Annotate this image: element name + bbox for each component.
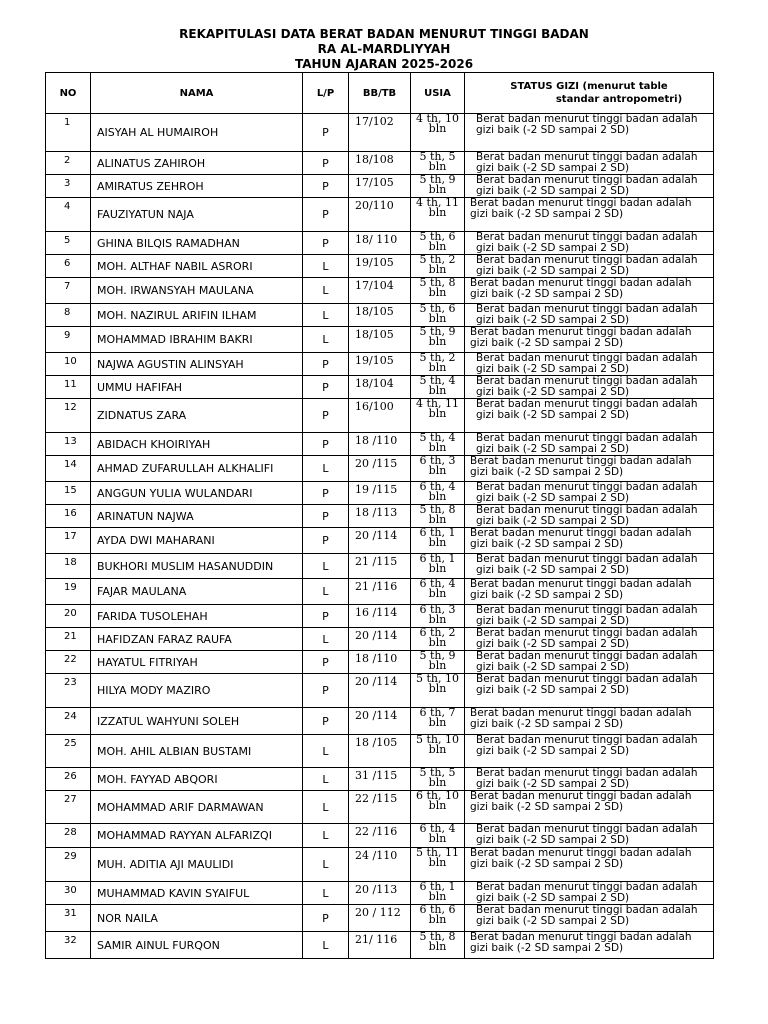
table-body (46, 114, 714, 959)
row-lp: P (303, 482, 349, 505)
row-bbtb: 19/105 (349, 255, 411, 278)
row-no: 9 (46, 327, 91, 353)
row-bbtb: 17/102 (349, 114, 411, 152)
table-row (46, 232, 714, 255)
row-usia: 6 th, 7 bln (411, 708, 465, 735)
table-row (46, 674, 714, 708)
row-bbtb: 18 /105 (349, 735, 411, 768)
header-status (465, 73, 714, 114)
row-lp: L (303, 735, 349, 768)
row-bbtb: 16 /114 (349, 605, 411, 628)
row-nama: MOH. NAZIRUL ARIFIN ILHAM (91, 304, 303, 327)
row-status: Berat badan menurut tinggi badan adalah gizi baik (-2 SD sampai 2 SD) (465, 628, 714, 651)
table-row (46, 433, 714, 456)
row-usia: 5 th, 9 bln (411, 651, 465, 674)
row-bbtb: 18 /113 (349, 505, 411, 528)
row-nama: MOH. AHIL ALBIAN BUSTAMI (91, 735, 303, 768)
row-no: 14 (46, 456, 91, 482)
row-nama: HAYATUL FITRIYAH (91, 651, 303, 674)
row-bbtb: 31 /115 (349, 768, 411, 791)
row-no: 12 (46, 399, 91, 433)
table-row (46, 848, 714, 882)
row-lp: L (303, 327, 349, 353)
row-status: Berat badan menurut tinggi badan adalah gizi baik (-2 SD sampai 2 SD) (465, 433, 714, 456)
row-usia: 6 th, 3 bln (411, 456, 465, 482)
row-bbtb: 17/104 (349, 278, 411, 304)
row-nama: AISYAH AL HUMAIROH (91, 114, 303, 152)
table-row (46, 768, 714, 791)
row-status: Berat badan menurut tinggi badan adalah gizi baik (-2 SD sampai 2 SD) (465, 482, 714, 505)
row-lp: P (303, 399, 349, 433)
table-row (46, 327, 714, 353)
row-nama: MOH. IRWANSYAH MAULANA (91, 278, 303, 304)
table-row (46, 579, 714, 605)
row-usia: 5 th, 2 bln (411, 255, 465, 278)
row-no: 30 (46, 882, 91, 905)
row-bbtb: 20 /114 (349, 628, 411, 651)
row-bbtb: 19/105 (349, 353, 411, 376)
header-usia: USIA (411, 73, 465, 114)
row-lp: L (303, 554, 349, 579)
row-nama: UMMU HAFIFAH (91, 376, 303, 399)
row-lp: P (303, 376, 349, 399)
table-row (46, 882, 714, 905)
table-row (46, 651, 714, 674)
row-usia: 5 th, 4 bln (411, 433, 465, 456)
row-status: Berat badan menurut tinggi badan adalah gizi baik (-2 SD sampai 2 SD) (465, 198, 714, 232)
row-status: Berat badan menurut tinggi badan adalah gizi baik (-2 SD sampai 2 SD) (465, 605, 714, 628)
row-no: 19 (46, 579, 91, 605)
row-lp: L (303, 628, 349, 651)
row-usia: 6 th, 1 bln (411, 554, 465, 579)
row-nama: AYDA DWI MAHARANI (91, 528, 303, 554)
row-bbtb: 20/110 (349, 198, 411, 232)
header-no: NO (46, 73, 91, 114)
row-bbtb: 18 /110 (349, 651, 411, 674)
table-row (46, 905, 714, 932)
row-nama: ZIDNATUS ZARA (91, 399, 303, 433)
row-no: 7 (46, 278, 91, 304)
row-no: 17 (46, 528, 91, 554)
row-bbtb: 22 /115 (349, 791, 411, 824)
table-row (46, 932, 714, 959)
row-bbtb: 22 /116 (349, 824, 411, 848)
row-usia: 6 th, 4 bln (411, 824, 465, 848)
row-nama: MUH. ADITIA AJI MAULIDI (91, 848, 303, 882)
row-status: Berat badan menurut tinggi badan adalah gizi baik (-2 SD sampai 2 SD) (465, 456, 714, 482)
row-lp: L (303, 255, 349, 278)
table-row (46, 353, 714, 376)
row-usia: 5 th, 10 bln (411, 674, 465, 708)
row-usia: 4 th, 11 bln (411, 198, 465, 232)
row-lp: P (303, 114, 349, 152)
row-no: 25 (46, 735, 91, 768)
row-nama: MOHAMMAD RAYYAN ALFARIZQI (91, 824, 303, 848)
row-nama: FARIDA TUSOLEHAH (91, 605, 303, 628)
row-lp: P (303, 152, 349, 175)
row-nama: MOHAMMAD ARIF DARMAWAN (91, 791, 303, 824)
row-bbtb: 18 /110 (349, 433, 411, 456)
row-nama: HILYA MODY MAZIRO (91, 674, 303, 708)
table-row (46, 376, 714, 399)
table-row (46, 824, 714, 848)
table-header-row (46, 73, 714, 114)
row-lp: L (303, 932, 349, 959)
row-usia: 5 th, 9 bln (411, 327, 465, 353)
row-lp: P (303, 232, 349, 255)
row-usia: 4 th, 10 bln (411, 114, 465, 152)
row-nama: MOHAMMAD IBRAHIM BAKRI (91, 327, 303, 353)
table-row (46, 554, 714, 579)
table-row (46, 175, 714, 198)
row-no: 1 (46, 114, 91, 152)
row-no: 23 (46, 674, 91, 708)
table-row (46, 278, 714, 304)
row-no: 2 (46, 152, 91, 175)
row-no: 18 (46, 554, 91, 579)
row-no: 15 (46, 482, 91, 505)
row-usia: 5 th, 9 bln (411, 175, 465, 198)
row-no: 22 (46, 651, 91, 674)
row-usia: 5 th, 5 bln (411, 152, 465, 175)
table-row (46, 605, 714, 628)
table-row (46, 505, 714, 528)
row-no: 6 (46, 255, 91, 278)
row-status: Berat badan menurut tinggi badan adalah gizi baik (-2 SD sampai 2 SD) (465, 554, 714, 579)
row-no: 24 (46, 708, 91, 735)
row-status: Berat badan menurut tinggi badan adalah gizi baik (-2 SD sampai 2 SD) (465, 376, 714, 399)
row-nama: NOR NAILA (91, 905, 303, 932)
row-bbtb: 20 /114 (349, 674, 411, 708)
row-status: Berat badan menurut tinggi badan adalah gizi baik (-2 SD sampai 2 SD) (465, 708, 714, 735)
row-usia: 5 th, 5 bln (411, 768, 465, 791)
row-status: Berat badan menurut tinggi badan adalah gizi baik (-2 SD sampai 2 SD) (465, 528, 714, 554)
table-row (46, 528, 714, 554)
row-lp: P (303, 651, 349, 674)
table-row (46, 198, 714, 232)
row-status: Berat badan menurut tinggi badan adalah gizi baik (-2 SD sampai 2 SD) (465, 399, 714, 433)
row-nama: IZZATUL WAHYUNI SOLEH (91, 708, 303, 735)
row-usia: 6 th, 3 bln (411, 605, 465, 628)
row-no: 3 (46, 175, 91, 198)
row-usia: 5 th, 10 bln (411, 735, 465, 768)
row-bbtb: 20 /114 (349, 528, 411, 554)
row-status: Berat badan menurut tinggi badan adalah gizi baik (-2 SD sampai 2 SD) (465, 327, 714, 353)
row-bbtb: 21 /116 (349, 579, 411, 605)
table-row (46, 255, 714, 278)
row-bbtb: 20 / 112 (349, 905, 411, 932)
row-status: Berat badan menurut tinggi badan adalah gizi baik (-2 SD sampai 2 SD) (465, 152, 714, 175)
row-bbtb: 20 /114 (349, 708, 411, 735)
row-usia: 5 th, 6 bln (411, 304, 465, 327)
row-status: Berat badan menurut tinggi badan adalah gizi baik (-2 SD sampai 2 SD) (465, 232, 714, 255)
row-usia: 4 th, 11 bln (411, 399, 465, 433)
row-lp: P (303, 353, 349, 376)
row-nama: AMIRATUS ZEHROH (91, 175, 303, 198)
row-bbtb: 19 /115 (349, 482, 411, 505)
row-no: 21 (46, 628, 91, 651)
row-status: Berat badan menurut tinggi badan adalah gizi baik (-2 SD sampai 2 SD) (465, 905, 714, 932)
row-usia: 6 th, 4 bln (411, 482, 465, 505)
row-status: Berat badan menurut tinggi badan adalah gizi baik (-2 SD sampai 2 SD) (465, 579, 714, 605)
row-no: 16 (46, 505, 91, 528)
row-lp: P (303, 175, 349, 198)
row-usia: 5 th, 11 bln (411, 848, 465, 882)
row-lp: P (303, 433, 349, 456)
row-no: 10 (46, 353, 91, 376)
row-status: Berat badan menurut tinggi badan adalah gizi baik (-2 SD sampai 2 SD) (465, 353, 714, 376)
row-bbtb: 17/105 (349, 175, 411, 198)
row-lp: L (303, 304, 349, 327)
row-bbtb: 18/105 (349, 327, 411, 353)
row-lp: P (303, 198, 349, 232)
row-lp: L (303, 848, 349, 882)
row-no: 4 (46, 198, 91, 232)
row-lp: P (303, 905, 349, 932)
row-lp: L (303, 456, 349, 482)
row-bbtb: 18/108 (349, 152, 411, 175)
row-no: 27 (46, 791, 91, 824)
table-row (46, 114, 714, 152)
row-nama: HAFIDZAN FARAZ RAUFA (91, 628, 303, 651)
row-usia: 5 th, 8 bln (411, 505, 465, 528)
table-row (46, 708, 714, 735)
row-nama: MUHAMMAD KAVIN SYAIFUL (91, 882, 303, 905)
row-bbtb: 16/100 (349, 399, 411, 433)
row-status: Berat badan menurut tinggi badan adalah gizi baik (-2 SD sampai 2 SD) (465, 791, 714, 824)
row-no: 28 (46, 824, 91, 848)
row-status: Berat badan menurut tinggi badan adalah gizi baik (-2 SD sampai 2 SD) (465, 304, 714, 327)
row-usia: 6 th, 1 bln (411, 528, 465, 554)
table-row (46, 628, 714, 651)
row-nama: ARINATUN NAJWA (91, 505, 303, 528)
row-nama: MOH. ALTHAF NABIL ASRORI (91, 255, 303, 278)
header-nama: NAMA (91, 73, 303, 114)
table-row (46, 735, 714, 768)
title-line-3: TAHUN AJARAN 2025-2026 (294, 57, 474, 71)
table-row (46, 304, 714, 327)
row-lp: P (303, 528, 349, 554)
row-status: Berat badan menurut tinggi badan adalah gizi baik (-2 SD sampai 2 SD) (465, 735, 714, 768)
row-status: Berat badan menurut tinggi badan adalah gizi baik (-2 SD sampai 2 SD) (465, 848, 714, 882)
row-bbtb: 20 /113 (349, 882, 411, 905)
data-table (45, 72, 714, 959)
row-nama: MOH. FAYYAD ABQORI (91, 768, 303, 791)
row-status: Berat badan menurut tinggi badan adalah gizi baik (-2 SD sampai 2 SD) (465, 824, 714, 848)
row-lp: L (303, 768, 349, 791)
row-nama: ABIDACH KHOIRIYAH (91, 433, 303, 456)
row-status: Berat badan menurut tinggi badan adalah gizi baik (-2 SD sampai 2 SD) (465, 255, 714, 278)
row-status: Berat badan menurut tinggi badan adalah gizi baik (-2 SD sampai 2 SD) (465, 882, 714, 905)
row-nama: ALINATUS ZAHIROH (91, 152, 303, 175)
row-status: Berat badan menurut tinggi badan adalah gizi baik (-2 SD sampai 2 SD) (465, 278, 714, 304)
row-status: Berat badan menurut tinggi badan adalah gizi baik (-2 SD sampai 2 SD) (465, 674, 714, 708)
row-lp: P (303, 674, 349, 708)
row-nama: FAJAR MAULANA (91, 579, 303, 605)
row-usia: 5 th, 8 bln (411, 932, 465, 959)
row-lp: L (303, 278, 349, 304)
row-nama: NAJWA AGUSTIN ALINSYAH (91, 353, 303, 376)
title-line-2: RA AL-MARDLIYYAH (317, 42, 451, 56)
row-nama: FAUZIYATUN NAJA (91, 198, 303, 232)
row-bbtb: 18/105 (349, 304, 411, 327)
row-lp: P (303, 605, 349, 628)
row-lp: L (303, 882, 349, 905)
row-usia: 6 th, 10 bln (411, 791, 465, 824)
row-usia: 5 th, 2 bln (411, 353, 465, 376)
row-no: 31 (46, 905, 91, 932)
row-status: Berat badan menurut tinggi badan adalah gizi baik (-2 SD sampai 2 SD) (465, 651, 714, 674)
row-status: Berat badan menurut tinggi badan adalah gizi baik (-2 SD sampai 2 SD) (465, 505, 714, 528)
row-lp: P (303, 708, 349, 735)
table-row (46, 152, 714, 175)
row-usia: 6 th, 6 bln (411, 905, 465, 932)
row-nama: GHINA BILQIS RAMADHAN (91, 232, 303, 255)
row-nama: BUKHORI MUSLIM HASANUDDIN (91, 554, 303, 579)
row-no: 32 (46, 932, 91, 959)
row-nama: ANGGUN YULIA WULANDARI (91, 482, 303, 505)
row-status: Berat badan menurut tinggi badan adalah gizi baik (-2 SD sampai 2 SD) (465, 932, 714, 959)
row-bbtb: 18/104 (349, 376, 411, 399)
row-lp: L (303, 579, 349, 605)
row-usia: 5 th, 4 bln (411, 376, 465, 399)
row-bbtb: 20 /115 (349, 456, 411, 482)
row-no: 8 (46, 304, 91, 327)
row-bbtb: 18/ 110 (349, 232, 411, 255)
header-lp: L/P (303, 73, 349, 114)
row-usia: 6 th, 2 bln (411, 628, 465, 651)
header-status-line-2: standar antropometri) (555, 94, 683, 105)
row-no: 11 (46, 376, 91, 399)
row-usia: 6 th, 1 bln (411, 882, 465, 905)
row-status: Berat badan menurut tinggi badan adalah gizi baik (-2 SD sampai 2 SD) (465, 175, 714, 198)
table-row (46, 456, 714, 482)
row-bbtb: 21/ 116 (349, 932, 411, 959)
row-lp: P (303, 505, 349, 528)
header-status-line-1: STATUS GIZI (menurut table (510, 81, 668, 92)
row-bbtb: 21 /115 (349, 554, 411, 579)
row-usia: 5 th, 8 bln (411, 278, 465, 304)
row-nama: SAMIR AINUL FURQON (91, 932, 303, 959)
header-bbtb: BB/TB (349, 73, 411, 114)
row-no: 20 (46, 605, 91, 628)
row-bbtb: 24 /110 (349, 848, 411, 882)
row-lp: L (303, 791, 349, 824)
table-row (46, 399, 714, 433)
row-status: Berat badan menurut tinggi badan adalah gizi baik (-2 SD sampai 2 SD) (465, 768, 714, 791)
row-no: 26 (46, 768, 91, 791)
table-row (46, 791, 714, 824)
row-lp: L (303, 824, 349, 848)
row-nama: AHMAD ZUFARULLAH ALKHALIFI (91, 456, 303, 482)
table-row (46, 482, 714, 505)
row-usia: 5 th, 6 bln (411, 232, 465, 255)
row-usia: 6 th, 4 bln (411, 579, 465, 605)
row-no: 13 (46, 433, 91, 456)
title-line-1: REKAPITULASI DATA BERAT BADAN MENURUT TINGGI BADAN (179, 27, 589, 41)
row-no: 29 (46, 848, 91, 882)
row-status: Berat badan menurut tinggi badan adalah gizi baik (-2 SD sampai 2 SD) (465, 114, 714, 152)
row-no: 5 (46, 232, 91, 255)
